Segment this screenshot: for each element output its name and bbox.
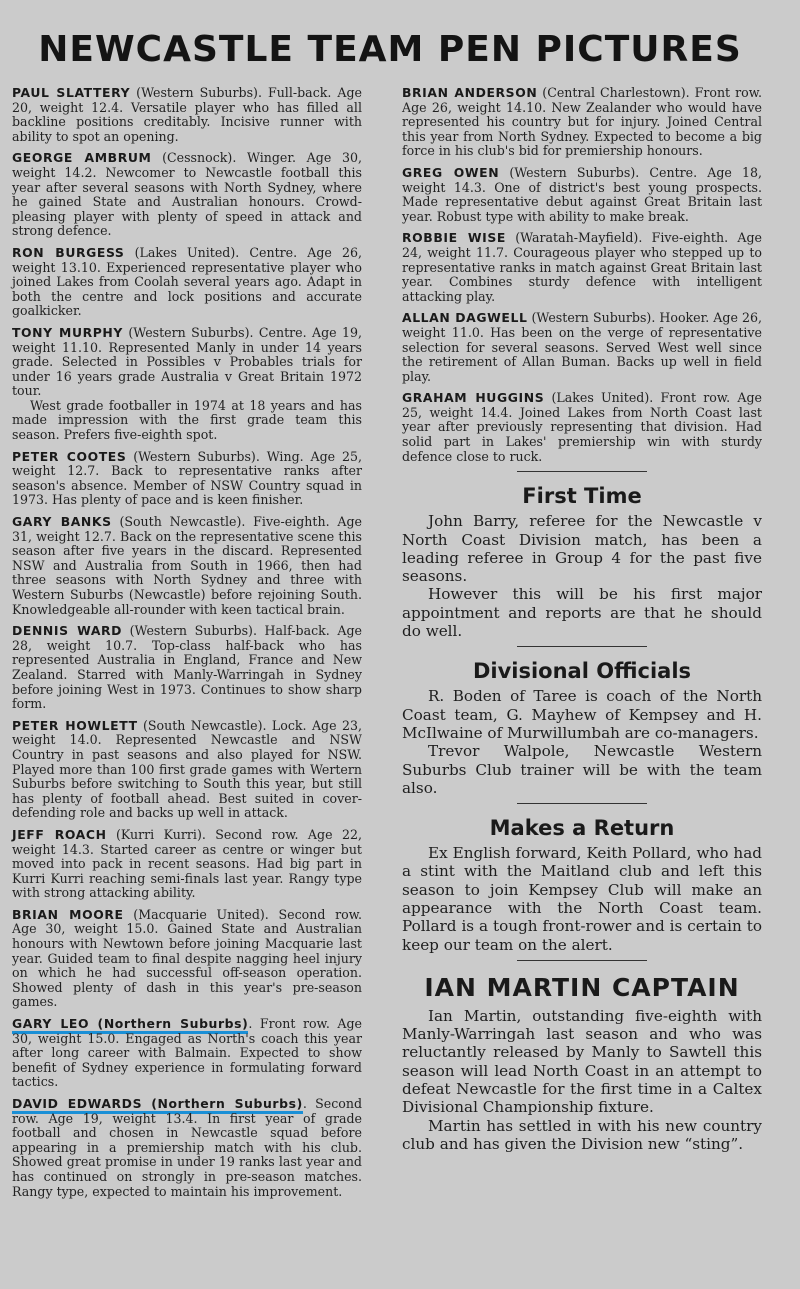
- player-name: ALLAN DAGWELL: [402, 310, 528, 326]
- headline: NEWCASTLE TEAM PEN PICTURES: [38, 29, 742, 70]
- article-divisional-officials: [402, 659, 762, 797]
- player-name: GEORGE AMBRUM: [12, 150, 152, 166]
- article-makes-a-return: [402, 816, 762, 954]
- player-bio: (South Newcastle). Five-eighth. Age 31, weight 12.7. Back on the representative scene this season after five years in the discard. Represented NSW and Australia from South in 1966, then had three seasons with North Sydney and three with Western Suburbs (Newcastle) before rejoining South. Knowledgeable all-rounder with keen tactical brain.: [12, 514, 362, 617]
- player-name: PETER COOTES: [12, 448, 127, 464]
- player-bio: (Macquarie United). Second row. Age 30, weight 15.0. Gained State and Australian honours with Newtown before joining Macquarie last year. Guided team to final despite nagging heel injury on which he had successful off-season operation. Showed plenty of dash in this year's pre-season games.: [12, 906, 362, 1010]
- player-name: ROBBIE WISE: [402, 230, 506, 246]
- player-bio: (Lakes United). Front row. Age 25, weight 14.4. Joined Lakes from North Coast last year after previously representing that division. Had solid part in Lakes' premiership win with sturdy defence close to ruck.: [402, 390, 762, 464]
- player-bio: (Kurri Kurri). Second row. Age 22, weight 14.3. Started career as centre or winger but moved into pack in recent seasons. Had big part in Kurri Kurri reaching semi-finals last year. Rangy type with strong attacking ability.: [12, 826, 362, 901]
- left-column: [12, 86, 362, 1206]
- player-bio: (Lakes United). Centre. Age 26, weight 13.10. Experienced representative player who joined Lakes from Coolah several years ago. Adapt in both the centre and lock positions and accurate goalkicker.: [12, 244, 362, 319]
- pen-picture: [12, 86, 362, 144]
- player-bio: (Waratah-Mayfield). Five-eighth. Age 24, weight 11.7. Courageous player who stepped up to representative ranks in match against Great Britain last year. Combines sturdy defence with intelligent attacking play.: [402, 230, 762, 304]
- article-ian-martin-captain: [402, 973, 762, 1153]
- article-heading: First Time: [522, 484, 642, 509]
- article-paragraph: Trevor Walpole, Newcastle Western Suburbs Club trainer will be with the team also.: [402, 742, 762, 797]
- player-name-highlighted: DAVID EDWARDS (Northern Suburbs): [12, 1096, 303, 1114]
- player-bio: (Western Suburbs). Centre. Age 19, weight 11.10. Represented Manly in under 14 years grade. Selected in Possibles v Probables trials for under 16 years grade Australia v Great Britain 1972 tour.: [12, 324, 363, 399]
- pen-picture: [402, 311, 762, 384]
- pen-picture: [12, 908, 362, 1010]
- article-heading: Divisional Officials: [472, 659, 692, 684]
- player-name: TONY MURPHY: [12, 324, 123, 340]
- pen-picture: [12, 151, 362, 239]
- divider-rule: [517, 646, 647, 647]
- pen-picture: [12, 719, 362, 821]
- pen-picture: [402, 391, 762, 464]
- article-paragraph: Martin has settled in with his new country club and has given the Division new “sting”.: [402, 1116, 762, 1153]
- player-name-highlighted: GARY LEO (Northern Suburbs): [12, 1016, 248, 1034]
- player-name: PETER HOWLETT: [12, 717, 138, 733]
- pen-picture: [12, 1097, 362, 1199]
- player-name: GARY BANKS: [12, 514, 112, 530]
- divider-rule: [517, 960, 647, 961]
- pen-picture: [12, 450, 362, 508]
- pen-picture: [12, 246, 362, 319]
- player-name: DENNIS WARD: [12, 623, 123, 639]
- player-bio: . Second row. Age 19, weight 13.4. In first year of grade football and chosen in Newcastle squad before appearing in a premiership match with his club. Showed great promise in under 19 ranks last year and has continued on strongly in pre-season matches. Rangy type, expected to maintain his improvement.: [12, 1096, 363, 1199]
- pen-picture: [402, 231, 762, 304]
- article-paragraph: Ex English forward, Keith Pollard, who had a stint with the Maitland club and left this season to join Kempsey Club will make an appearance with the North Coast team. Pollard is a tough front-rower and is certain to keep our team on the alert.: [402, 844, 762, 954]
- article-paragraph: Ian Martin, outstanding five-eighth with Manly-Warringah last season and who was reluctantly released by Manly to Sawtell this season will lead North Coast in an attempt to defeat Newcastle for the first time in a Caltex Divisional Championship fixture.: [402, 1006, 762, 1117]
- player-bio: (Western Suburbs). Full-back. Age 20, weight 12.4. Versatile player who has filled all backline positions creditably. Incisive runner with ability to spot an opening.: [12, 85, 362, 144]
- player-name: BRIAN MOORE: [12, 906, 124, 922]
- right-column: [402, 86, 762, 1206]
- player-bio: (Cessnock). Winger. Age 30, weight 14.2. Newcomer to Newcastle football this year after several seasons with North Sydney, where he gained State and Australian honours. Crowd-pleasing player with plenty of speed in attack and strong defence.: [12, 150, 362, 239]
- player-name: GRAHAM HUGGINS: [402, 390, 545, 406]
- player-bio-continued: West grade footballer in 1974 at 18 years and has made impression with the first grade team this season. Prefers five-eighth spot.: [12, 397, 362, 443]
- article-paragraph: John Barry, referee for the Newcastle v North Coast Division match, has been a leading referee in Group 4 for the past five seasons.: [402, 512, 762, 586]
- pen-picture: [12, 326, 362, 443]
- player-bio: (Central Charlestown). Front row. Age 26, weight 14.10. New Zealander who would have represented his country but for injury. Joined Central this year from North Sydney. Expected to become a big force in his club's bid for premiership honours.: [402, 85, 762, 159]
- pen-picture: [402, 86, 762, 159]
- player-bio: (Western Suburbs). Centre. Age 18, weight 14.3. One of district's best young prospects. Made representative debut against Great Britain last year. Robust type with ability to make break.: [402, 164, 762, 224]
- article-paragraph: However this will be his first major appointment and reports are that he should do well.: [402, 585, 762, 641]
- pen-picture: [12, 828, 362, 901]
- player-bio: (Western Suburbs). Half-back. Age 28, weight 10.7. Top-class half-back who has represented Australia in England, France and New Zealand. Starred with Manly-Warringah in Sydney before joining West in 1973. Continues to show sharp form.: [12, 623, 362, 712]
- pen-picture: [12, 515, 362, 617]
- article-heading: IAN MARTIN CAPTAIN: [424, 972, 740, 1002]
- player-bio: (South Newcastle). Lock. Age 23, weight 14.0. Represented Newcastle and NSW Country in past seasons and also played for NSW. Played more than 100 first grade games with Wertern Suburbs before switching to South this year, but still has plenty of football ahead. Best suited in cover-defending role and backs up well in attack.: [12, 717, 362, 821]
- player-name: RON BURGESS: [12, 244, 125, 260]
- article-heading: Makes a Return: [489, 816, 675, 841]
- divider-rule: [517, 471, 647, 472]
- player-bio: . Front row. Age 30, weight 15.0. Engaged as North's coach this year after long career with Balmain. Expected to show benefit of Sydney experience in formulating forward tactics.: [12, 1016, 362, 1090]
- player-name: PAUL SLATTERY: [12, 85, 131, 100]
- player-bio: (Western Suburbs). Hooker. Age 26, weight 11.0. Has been on the verge of representative selection for several seasons. Served West well since the retirement of Allan Buman. Backs up well in field play.: [402, 310, 762, 384]
- pen-picture: [12, 624, 362, 712]
- article-first-time: [402, 484, 762, 640]
- pen-picture: [12, 1017, 362, 1090]
- player-name: JEFF ROACH: [12, 826, 107, 842]
- pen-picture: [402, 166, 762, 224]
- divider-rule: [517, 803, 647, 804]
- player-name: BRIAN ANDERSON: [402, 85, 538, 100]
- article-paragraph: R. Boden of Taree is coach of the North Coast team, G. Mayhew of Kempsey and H. McIlwaine of Murwillumbah are co-managers.: [402, 687, 762, 742]
- player-bio: (Western Suburbs). Wing. Age 25, weight 12.7. Back to representative ranks after season's absence. Member of NSW Country squad in 1973. Has plenty of pace and is keen finisher.: [12, 448, 362, 508]
- player-name: GREG OWEN: [402, 164, 500, 180]
